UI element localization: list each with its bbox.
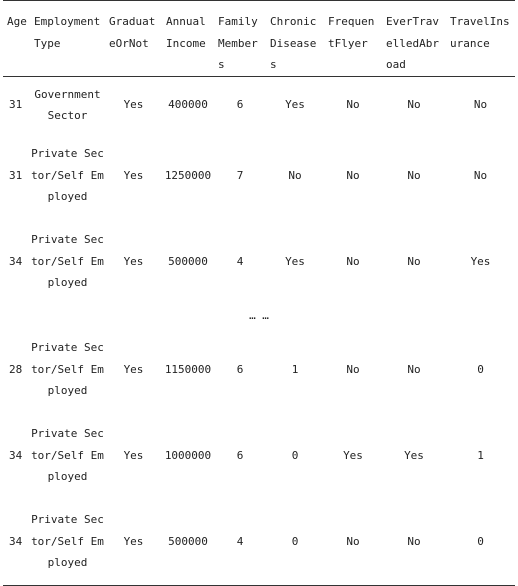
cell-family-members: 4: [236, 534, 244, 548]
cell-frequent-flyer: No: [346, 98, 360, 111]
table-row: [3, 413, 515, 499]
cell-annual-income: 400000: [168, 98, 208, 111]
cell-chronic-diseases: 0: [291, 534, 299, 548]
cell-family-members: 4: [236, 254, 244, 268]
cell-annual-income: 1250000: [164, 168, 212, 182]
cell-age: 34: [9, 534, 23, 548]
header-row: [3, 1, 515, 77]
table-row: [3, 499, 515, 586]
cell-family-members: 6: [236, 98, 244, 111]
cell-travel-insurance: 1: [477, 448, 484, 462]
header-ever-travelled-abroad: EverTravelledAbroad: [382, 1, 446, 77]
cell-ever-travelled-abroad: No: [407, 254, 421, 268]
table-row: [3, 76, 515, 133]
cell-employment-type: Private Sector/Self Employed: [31, 233, 104, 290]
cell-ever-travelled-abroad: No: [407, 168, 421, 182]
cell-frequent-flyer: No: [346, 362, 360, 376]
table-row: [3, 219, 515, 305]
cell-age: 31: [9, 168, 23, 182]
cell-graduate-or-not: Yes: [123, 98, 144, 111]
cell-age: 28: [9, 362, 23, 376]
cell-chronic-diseases: 1: [291, 362, 299, 376]
cell-family-members: 6: [236, 362, 244, 376]
cell-ever-travelled-abroad: Yes: [404, 448, 424, 462]
header-family-members: FamilyMembers: [214, 1, 266, 77]
cell-annual-income: 1150000: [164, 362, 212, 376]
cell-age: 34: [9, 254, 23, 268]
insurance-table: [3, 0, 515, 586]
cell-employment-type: Private Sector/Self Employed: [31, 341, 104, 398]
cell-ever-travelled-abroad: No: [407, 362, 421, 376]
header-employment-type: Employment Type: [30, 1, 105, 77]
cell-age: 31: [9, 98, 23, 111]
cell-frequent-flyer: No: [346, 254, 360, 268]
header-travel-insurance: TravelInsurance: [446, 1, 515, 77]
cell-travel-insurance: No: [473, 98, 488, 111]
cell-graduate-or-not: Yes: [123, 534, 144, 548]
header-chronic-diseases: ChronicDiseases: [266, 1, 324, 77]
cell-employment-type: Private Sector/Self Employed: [31, 427, 104, 484]
header-graduate-or-not: GraduateOrNot: [105, 1, 162, 77]
cell-employment-type: Government Sector: [34, 87, 101, 122]
cell-frequent-flyer: No: [346, 168, 360, 182]
cell-travel-insurance: 0: [477, 534, 484, 548]
cell-frequent-flyer: Yes: [343, 448, 363, 462]
table-row: [3, 133, 515, 219]
cell-frequent-flyer: No: [346, 534, 360, 548]
cell-annual-income: 500000: [168, 534, 208, 548]
cell-ever-travelled-abroad: No: [407, 534, 421, 548]
cell-graduate-or-not: Yes: [123, 448, 144, 462]
cell-travel-insurance: No: [473, 168, 488, 182]
cell-annual-income: 1000000: [164, 448, 212, 462]
cell-chronic-diseases: 0: [291, 448, 299, 462]
cell-travel-insurance: 0: [477, 362, 484, 376]
cell-chronic-diseases: Yes: [285, 254, 305, 268]
ellipsis-text: … …: [249, 308, 269, 322]
header-age: Age: [3, 1, 30, 77]
ellipsis-row: [3, 305, 515, 327]
cell-graduate-or-not: Yes: [123, 168, 144, 182]
cell-ever-travelled-abroad: No: [407, 98, 421, 111]
cell-age: 34: [9, 448, 23, 462]
cell-graduate-or-not: Yes: [123, 254, 144, 268]
cell-annual-income: 500000: [168, 254, 208, 268]
cell-family-members: 7: [236, 168, 244, 182]
header-annual-income: AnnualIncome: [162, 1, 214, 77]
cell-employment-type: Private Sector/Self Employed: [31, 513, 104, 570]
header-frequent-flyer: FrequentFlyer: [324, 1, 382, 77]
cell-family-members: 6: [236, 448, 244, 462]
table-row: [3, 327, 515, 413]
cell-chronic-diseases: No: [288, 168, 302, 182]
cell-employment-type: Private Sector/Self Employed: [31, 147, 104, 204]
cell-travel-insurance: Yes: [470, 254, 491, 268]
cell-chronic-diseases: Yes: [285, 98, 305, 111]
cell-graduate-or-not: Yes: [123, 362, 144, 376]
